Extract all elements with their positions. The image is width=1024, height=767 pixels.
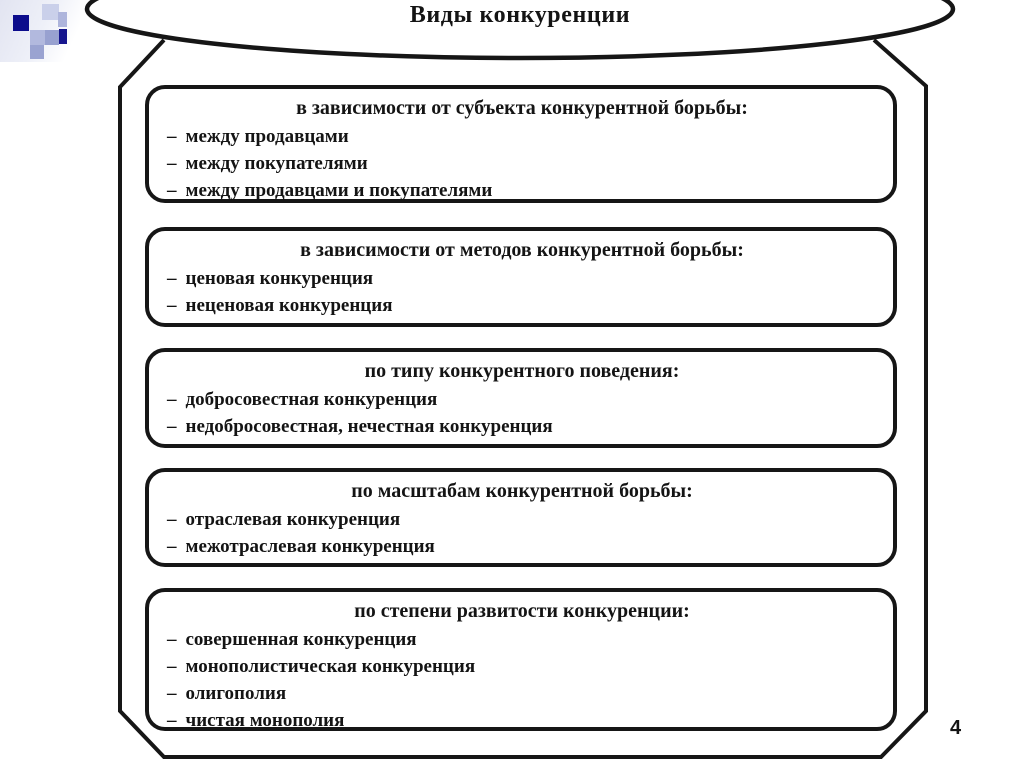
list-item-label: монополистическая конкуренция: [185, 656, 476, 677]
dash-bullet: –: [167, 416, 177, 437]
category-header: по типу конкурентного поведения:: [364, 360, 680, 382]
list-item: [167, 386, 877, 413]
list-item-label: между продавцами: [185, 126, 349, 147]
category-header: в зависимости от субъекта конкурентной борьбы:: [296, 97, 748, 119]
list-item: [167, 413, 877, 440]
list-item: [167, 292, 877, 319]
list-item-label: между покупателями: [185, 153, 368, 174]
dash-bullet: –: [167, 509, 177, 530]
list-item-label: олигополия: [185, 683, 287, 704]
list-item: [167, 123, 877, 150]
category-box-development: [145, 588, 897, 731]
category-items: [167, 386, 877, 440]
list-item: [167, 653, 877, 680]
list-item: [167, 177, 877, 204]
list-item-label: между продавцами и покупателями: [185, 180, 493, 201]
dash-bullet: –: [167, 180, 177, 201]
category-header: в зависимости от методов конкурентной борьбы:: [300, 239, 744, 261]
category-items: [167, 626, 877, 734]
list-item-label: недобросовестная, нечестная конкуренция: [185, 416, 553, 437]
dash-bullet: –: [167, 629, 177, 650]
dash-bullet: –: [167, 295, 177, 316]
list-item-label: отраслевая конкуренция: [185, 509, 401, 530]
list-item-label: ценовая конкуренция: [185, 268, 374, 289]
category-box-scale: [145, 468, 897, 567]
category-box-subject: [145, 85, 897, 203]
dash-bullet: –: [167, 153, 177, 174]
list-item-label: совершенная конкуренция: [185, 629, 417, 650]
dash-bullet: –: [167, 268, 177, 289]
category-items: [167, 123, 877, 204]
list-item: [167, 680, 877, 707]
list-item-label: чистая монополия: [185, 710, 345, 731]
category-box-methods: [145, 227, 897, 327]
category-header: по степени развитости конкуренции:: [354, 600, 690, 622]
category-items: [167, 265, 877, 319]
diagram-title: Виды конкуренции: [409, 2, 631, 28]
category-items: [167, 506, 877, 560]
dash-bullet: –: [167, 710, 177, 731]
dash-bullet: –: [167, 683, 177, 704]
page-number: 4: [950, 717, 962, 739]
list-item-label: неценовая конкуренция: [185, 295, 393, 316]
list-item: [167, 707, 877, 734]
list-item: [167, 533, 877, 560]
category-box-behavior: [145, 348, 897, 448]
list-item-label: межотраслевая конкуренция: [185, 536, 435, 557]
category-header: по масштабам конкурентной борьбы:: [351, 480, 693, 502]
dash-bullet: –: [167, 536, 177, 557]
list-item: [167, 265, 877, 292]
list-item: [167, 626, 877, 653]
list-item: [167, 506, 877, 533]
dash-bullet: –: [167, 126, 177, 147]
list-item-label: добросовестная конкуренция: [185, 389, 438, 410]
list-item: [167, 150, 877, 177]
dash-bullet: –: [167, 389, 177, 410]
dash-bullet: –: [167, 656, 177, 677]
